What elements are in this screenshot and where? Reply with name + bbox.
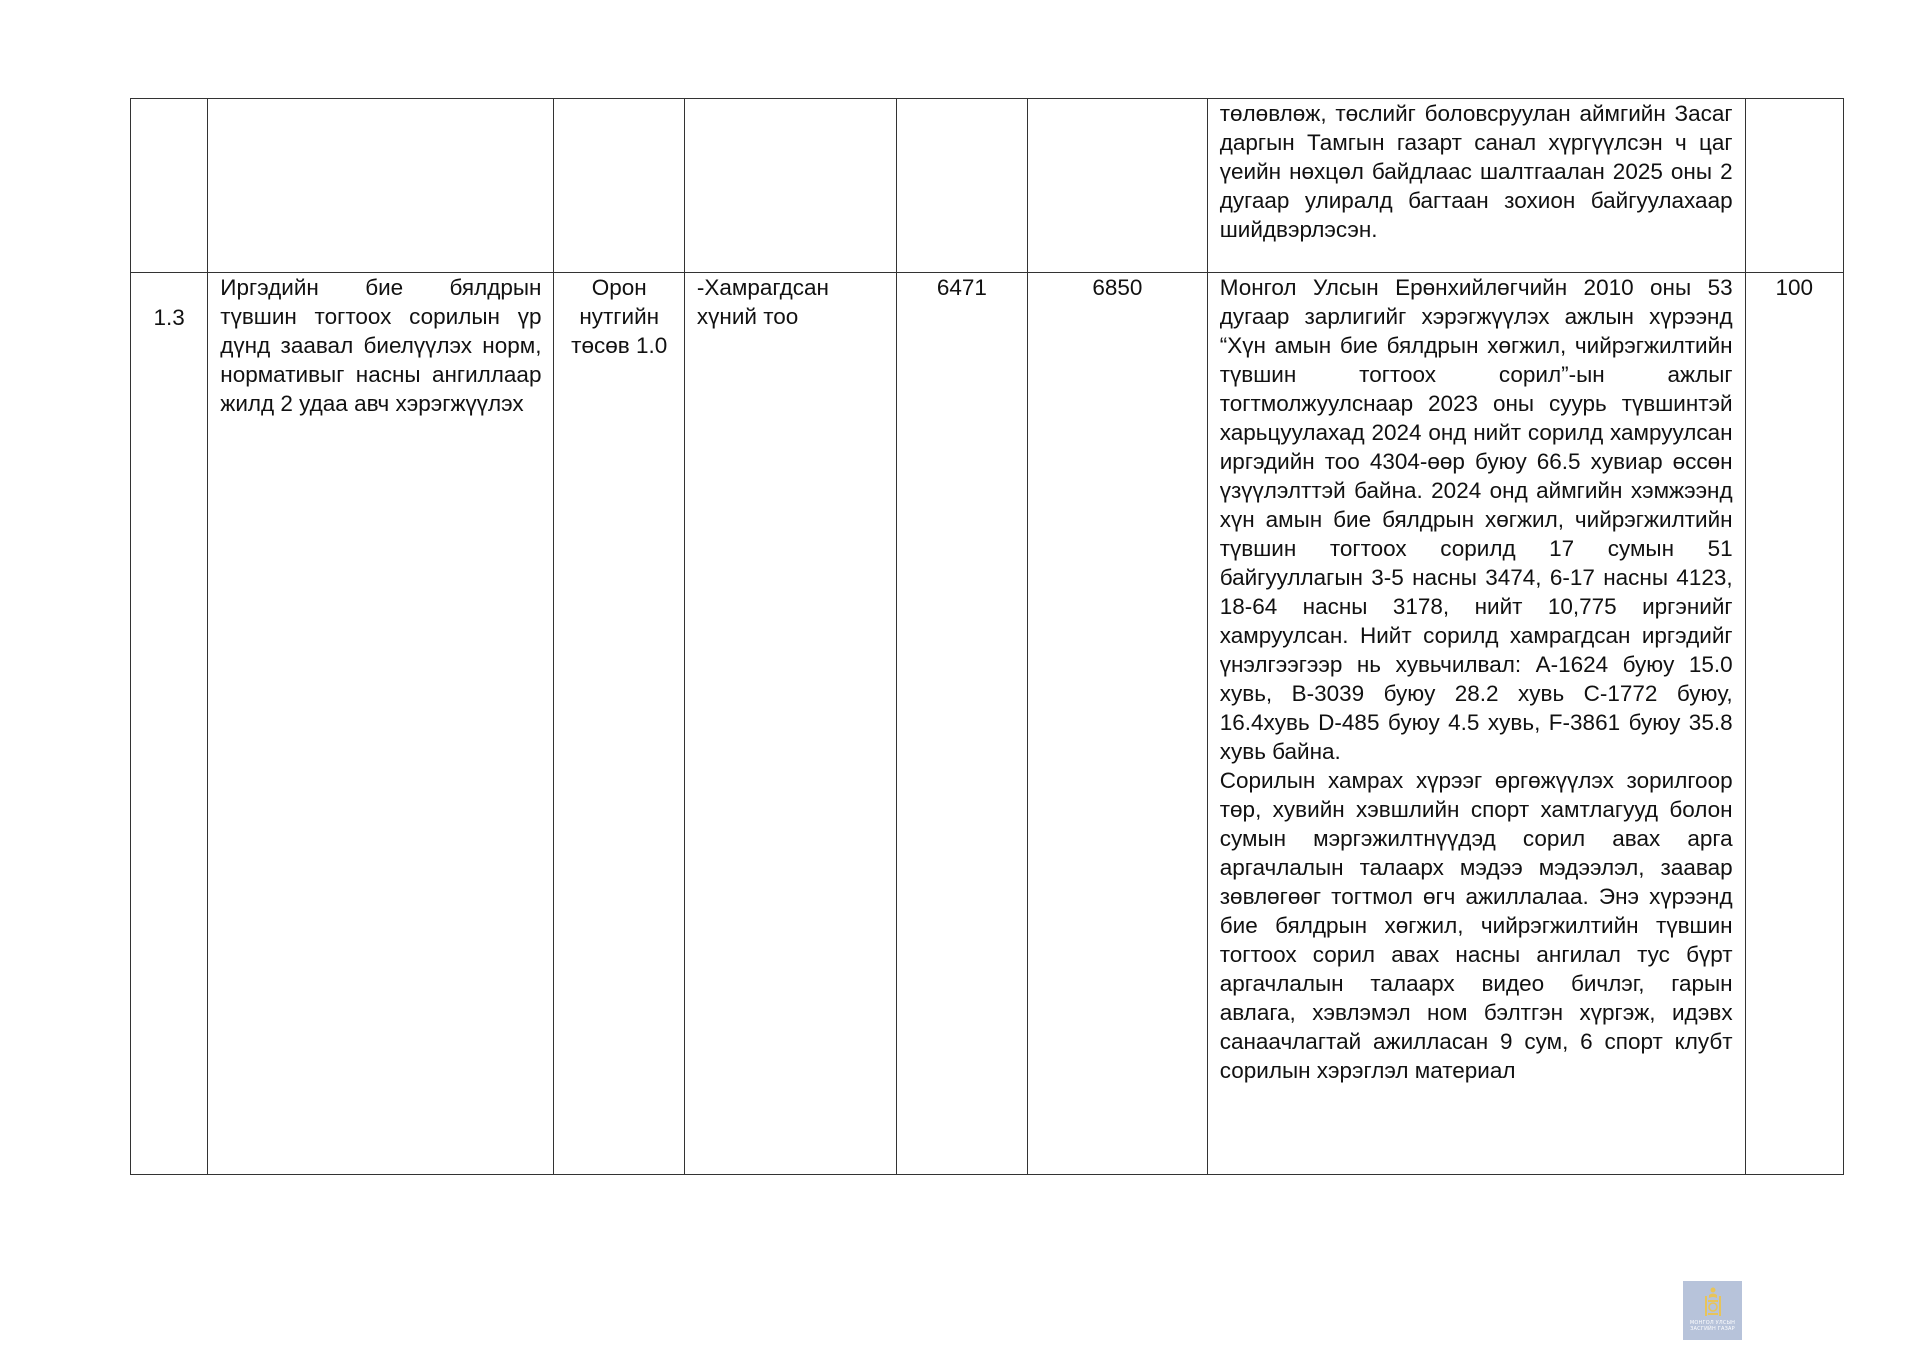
cell-activity: [208, 273, 554, 1175]
result-text: төлөвлөж, төслийг боловсруулан аймгийн Засаг даргын Тамгын газарт санал хүргүүлсэн ч цаг үеийн нөхцөл байдлаас шалтгаалан 2025 оны 2 дугаар улиралд багтаан зохион байгуулахаар шийдвэрлэсэн.: [1219, 101, 1733, 242]
target-value: 6850: [1092, 275, 1143, 300]
row-number: 1.3: [153, 305, 185, 330]
cell-funding: [554, 273, 684, 1175]
cell-result: [1207, 99, 1745, 273]
cell-number: [131, 273, 208, 1175]
cell-baseline: [896, 273, 1027, 1175]
funding-text: Орон нутгийн төсөв 1.0: [571, 275, 668, 358]
cell-score: [1745, 99, 1843, 273]
cell-baseline: [896, 99, 1027, 273]
cell-result: [1207, 273, 1745, 1175]
cell-target: [1028, 273, 1208, 1175]
baseline-value: 6471: [936, 275, 987, 300]
report-table: [130, 98, 1844, 1175]
soyombo-emblem-icon: [1700, 1286, 1726, 1320]
government-seal: [1683, 1281, 1742, 1340]
indicator-text: -Хамрагдсан хүний тоо: [696, 275, 829, 329]
cell-score: [1745, 273, 1843, 1175]
result-content: [1220, 273, 1733, 1140]
score-value: 100: [1775, 275, 1814, 300]
result-paragraph: Сорилын хамрах хүрээг өргөжүүлэх зорилгоор төр, хувийн хэвшлийн спорт хамтлагууд болон сумын мэргэжилтнүүдэд сорил авах арга аргачлалын талаарх мэдээ мэдээлэл, заавар зөвлөгөөг тогтмол өгч ажиллалаа. Энэ хүрээнд бие бялдрын хөгжил, чийрэгжилтийн түвшин тогтоох сорил авах насны ангилал тус бүрт аргачлалын талаарх видео бичлэг, гарын авлага, хэвлэмэл ном бэлтгэн хүргэж, идэвх санаачлагтай ажилласан 9 сум, 6 спорт клубт сорилын хэрэглэл материал: [1219, 768, 1733, 1083]
cell-indicator: [684, 99, 896, 273]
activity-text: Иргэдийн бие бялдрын түвшин тогтоох сорилын үр дүнд заавал биелүүлэх норм, нормативыг насны ангиллаар жилд 2 удаа авч хэрэгжүүлэх: [220, 275, 542, 416]
table-row: [131, 99, 1844, 273]
seal-line: ЗАСГИЙН ГАЗАР: [1690, 1326, 1735, 1332]
cell-target: [1028, 99, 1208, 273]
cell-activity: [208, 99, 554, 273]
cell-number: [131, 99, 208, 273]
seal-line: МОНГОЛ УЛСЫН: [1689, 1320, 1736, 1326]
cell-indicator: [684, 273, 896, 1175]
cell-funding: [554, 99, 684, 273]
table-row: [131, 273, 1844, 1175]
result-paragraph: Монгол Улсын Ерөнхийлөгчийн 2010 оны 53 дугаар зарлигийг хэрэгжүүлэх ажлын хүрээнд “Хүн амын бие бялдрын хөгжил, чийрэгжилтийн түвшин тогтоох сорил”-ын ажлыг тогтмолжуулснаар 2023 оны суурь түвшинтэй харьцуулахад 2024 онд нийт сорилд хамруулсан иргэдийн тоо 4304-өөр буюу 66.5 хувиар өссөн үзүүлэлттэй байна. 2024 онд аймгийн хэмжээнд хүн амын бие бялдрын хөгжил, чийрэгжилтийн түвшин тогтоох сорилд 17 сумын 51 байгууллагын 3-5 насны 3474, 6-17 насны 4123, 18-64 насны 3178, нийт 10,775 иргэнийг хамруулсан. Нийт сорилд хамрагдсан иргэдийг үнэлгээгээр нь хувьчилвал: А-1624 буюу 15.0 хувь, В-3039 буюу 28.2 хувь С-1772 буюу, 16.4хувь D-485 буюу 4.5 хувь, F-3861 буюу 35.8 хувь байна.: [1219, 275, 1733, 764]
